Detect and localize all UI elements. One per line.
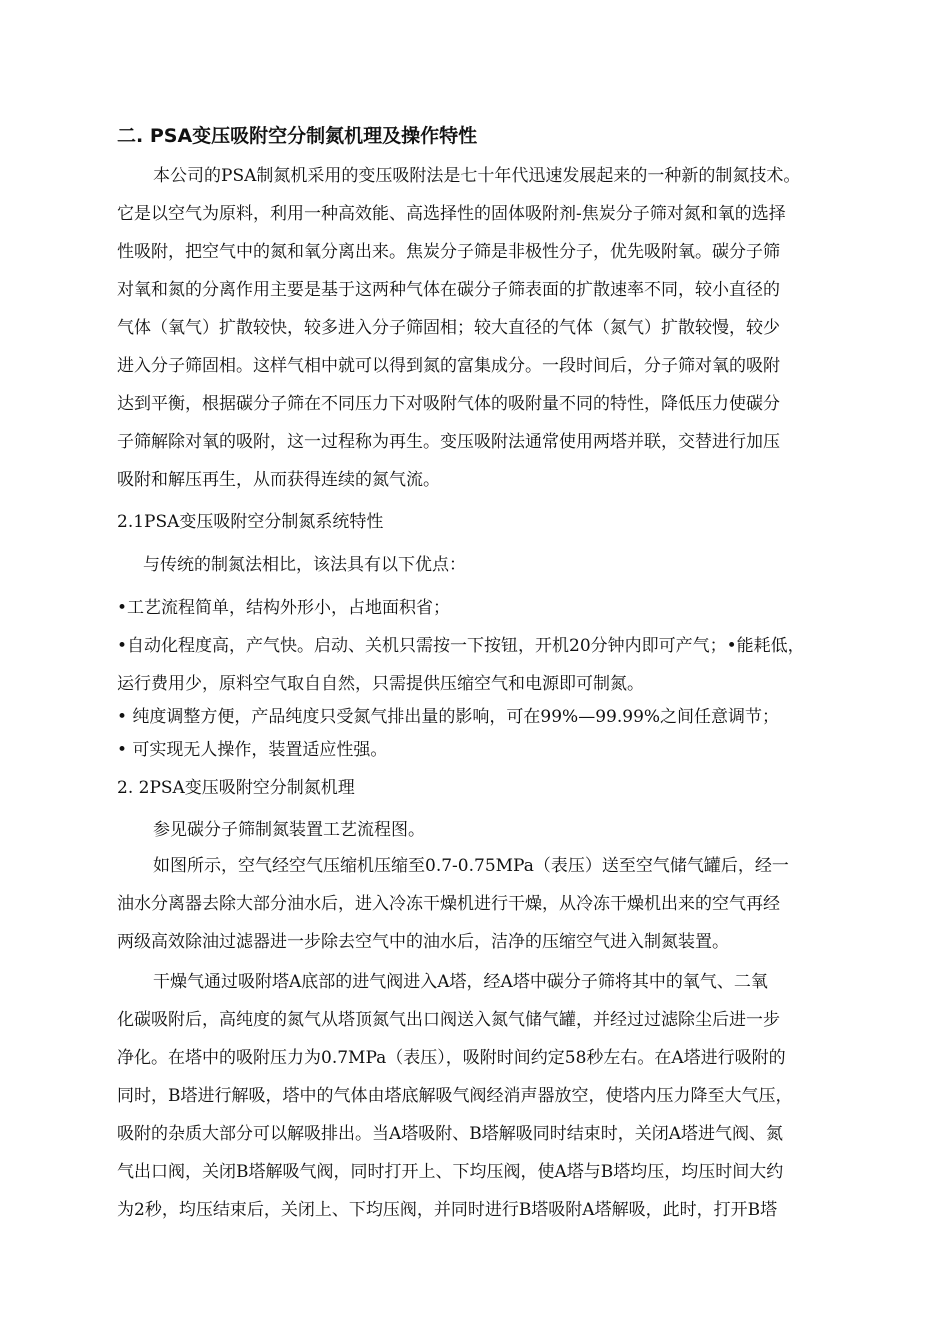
- paragraph-line: 子筛解除对氧的吸附，这一过程称为再生。变压吸附法通常使用两塔并联，交替进行加压: [117, 432, 780, 452]
- section-heading: 二. PSA变压吸附空分制氮机理及操作特性: [117, 125, 478, 147]
- bullet-item: • 可实现无人操作，装置适应性强。: [117, 740, 388, 760]
- paragraph-line: 吸附和解压再生，从而获得连续的氮气流。: [117, 470, 440, 490]
- subsection-heading: 2. 2PSA变压吸附空分制氮机理: [117, 778, 355, 798]
- paragraph-line: 达到平衡，根据碳分子筛在不同压力下对吸附气体的吸附量不同的特性，降低压力使碳分: [117, 394, 780, 414]
- paragraph-line: 吸附的杂质大部分可以解吸排出。当A塔吸附、B塔解吸同时结束时，关闭A塔进气阀、氮: [117, 1124, 784, 1144]
- paragraph-line: 干燥气通过吸附塔A底部的进气阀进入A塔，经A塔中碳分子筛将其中的氧气、二氧: [153, 972, 768, 992]
- paragraph-line: 气出口阀，关闭B塔解吸气阀，同时打开上、下均压阀，使A塔与B塔均压，均压时间大约: [117, 1162, 784, 1182]
- paragraph-line: 净化。在塔中的吸附压力为0.7MPa（表压），吸附时间约定58秒左右。在A塔进行吸附的: [117, 1048, 786, 1068]
- bullet-item: •自动化程度高，产气快。启动、关机只需按一下按钮，开机20分钟内即可产气；•能耗低，: [117, 636, 805, 656]
- paragraph-line: 它是以空气为原料，利用一种高效能、高选择性的固体吸附剂-焦炭分子筛对氮和氧的选择: [117, 204, 786, 224]
- paragraph-line: 化碳吸附后，高纯度的氮气从塔顶氮气出口阀送入氮气储气罐，并经过过滤除尘后进一步: [117, 1010, 780, 1030]
- paragraph-line: 为2秒，均压结束后，关闭上、下均压阀，并同时进行B塔吸附A塔解吸，此时，打开B塔: [117, 1200, 778, 1220]
- paragraph-line: 如图所示，空气经空气压缩机压缩至0.7-0.75MPa（表压）送至空气储气罐后，经一: [153, 856, 789, 876]
- paragraph-line: 参见碳分子筛制氮装置工艺流程图。: [153, 820, 425, 840]
- paragraph-line: 气体（氧气）扩散较快，较多进入分子筛固相；较大直径的气体（氮气）扩散较慢，较少: [117, 318, 780, 338]
- paragraph-line: 本公司的PSA制氮机采用的变压吸附法是七十年代迅速发展起来的一种新的制氮技术。: [153, 166, 801, 186]
- paragraph-line: 同时，B塔进行解吸，塔中的气体由塔底解吸气阀经消声器放空，使塔内压力降至大气压，: [117, 1086, 793, 1106]
- paragraph-line: 性吸附，把空气中的氮和氧分离出来。焦炭分子筛是非极性分子，优先吸附氧。碳分子筛: [117, 242, 780, 262]
- bullet-item: • 纯度调整方便，产品纯度只受氮气排出量的影响，可在99%—99.99%之间任意调节；: [117, 707, 780, 727]
- bullet-item: •工艺流程简单，结构外形小，占地面积省；: [117, 598, 451, 618]
- paragraph-line: 油水分离器去除大部分油水后，进入冷冻干燥机进行干燥，从冷冻干燥机出来的空气再经: [117, 894, 780, 914]
- paragraph-line: 与传统的制氮法相比，该法具有以下优点：: [143, 555, 466, 575]
- paragraph-line: 两级高效除油过滤器进一步除去空气中的油水后，洁净的压缩空气进入制氮装置。: [117, 932, 729, 952]
- paragraph-line: 进入分子筛固相。这样气相中就可以得到氮的富集成分。一段时间后，分子筛对氧的吸附: [117, 356, 780, 376]
- paragraph-line: 对氧和氮的分离作用主要是基于这两种气体在碳分子筛表面的扩散速率不同，较小直径的: [117, 280, 780, 300]
- subsection-heading: 2.1PSA变压吸附空分制氮系统特性: [117, 512, 384, 532]
- bullet-item-continuation: 运行费用少，原料空气取自自然，只需提供压缩空气和电源即可制氮。: [117, 674, 644, 694]
